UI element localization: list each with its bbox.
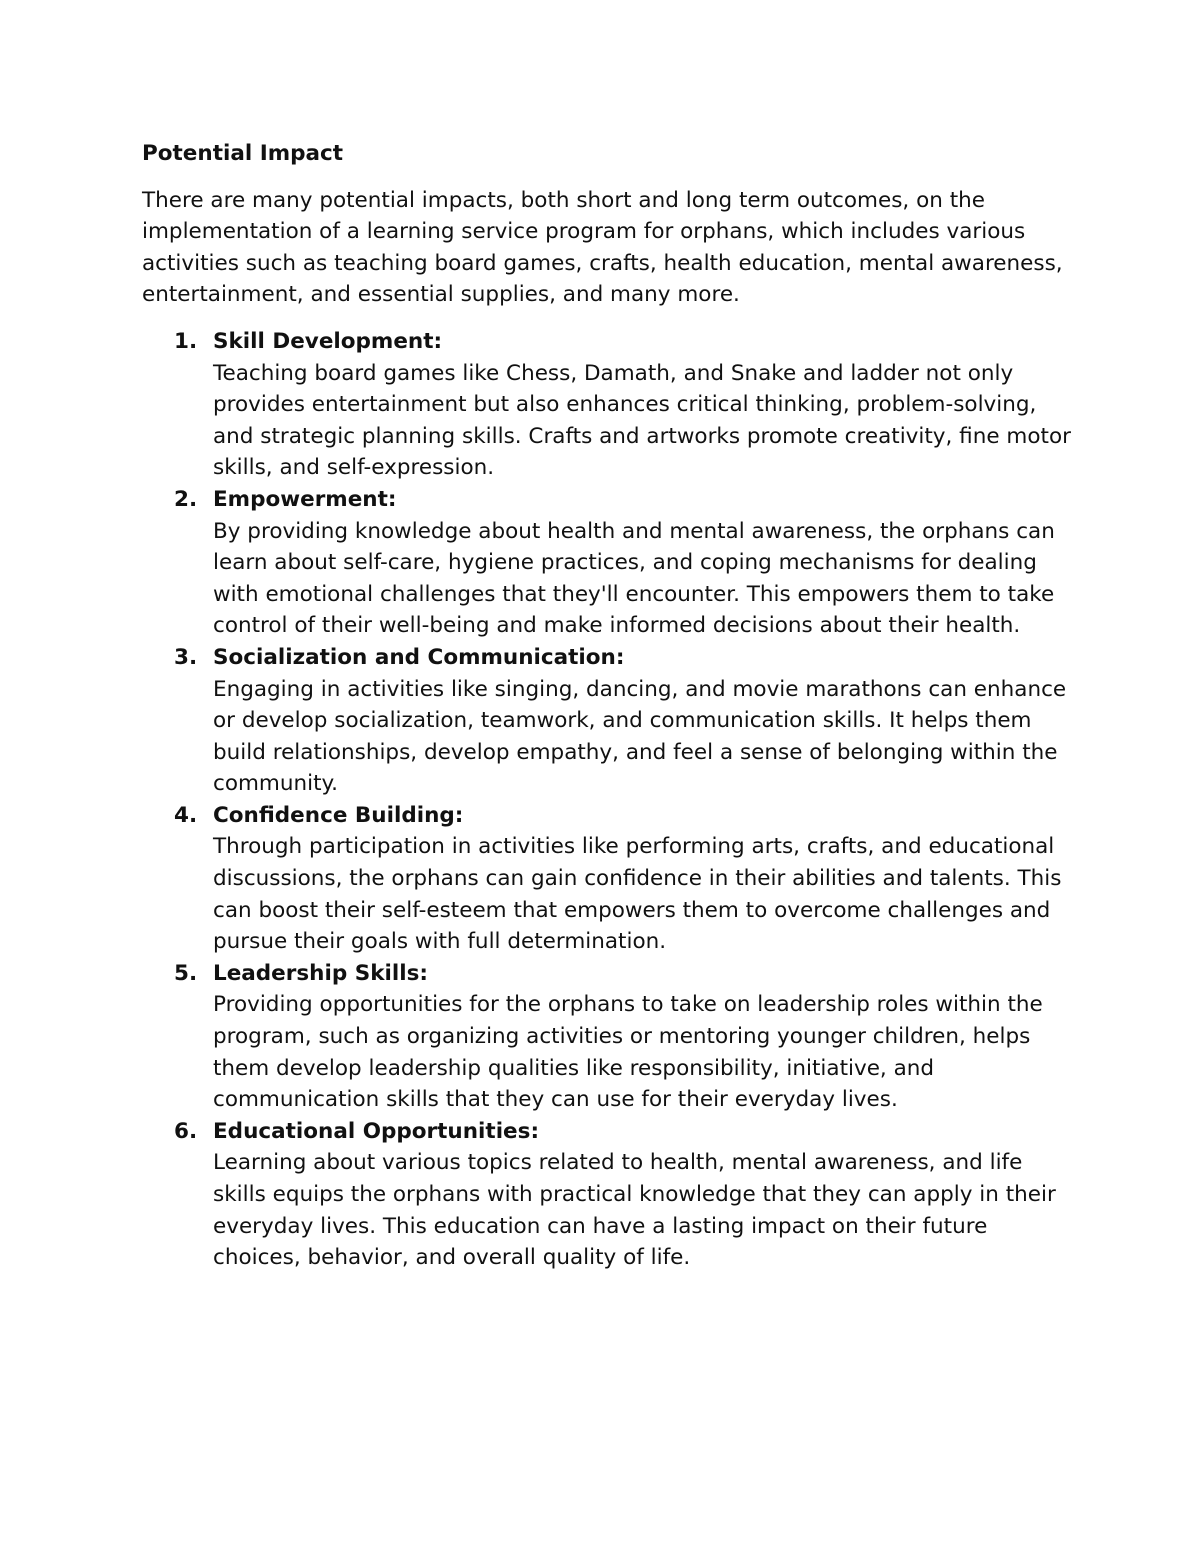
intro-paragraph: There are many potential impacts, both short and long term outcomes, on the implementation of a learning service program for orphans, which includes various activities such as teaching board games, crafts, health education, mental awareness, entertainment, and essential supplies, and many more. — [142, 187, 1063, 308]
list-item-body: Providing opportunities for the orphans to take on leadership roles within the program, such as organizing activities or mentoring younger children, helps them develop leadership qualities like responsibility, initiative, and communication skills that they can use for their everyday lives. — [213, 992, 1043, 1113]
list-item — [142, 958, 1072, 1116]
list-item-number: 4. — [174, 802, 198, 828]
list-item-number: 6. — [174, 1118, 198, 1144]
list-item-body: Through participation in activities like performing arts, crafts, and educational discussions, the orphans can gain confidence in their abilities and talents. This can boost their self-esteem that empowers them to overcome challenges and pursue their goals with full determination. — [213, 834, 1062, 955]
list-item-number: 3. — [174, 644, 198, 670]
list-item-heading: Confidence Building: — [213, 802, 464, 828]
list-item-number: 1. — [174, 328, 198, 354]
list-item-body: Engaging in activities like singing, dancing, and movie marathons can enhance or develop socialization, teamwork, and communication skills. It helps them build relationships, develop empathy, and feel a sense of belonging within the community. — [213, 676, 1067, 797]
list-item-heading: Educational Opportunities: — [213, 1118, 540, 1144]
list-item-heading: Leadership Skills: — [213, 960, 428, 986]
list-item-body: Teaching board games like Chess, Damath, and Snake and ladder not only provides entertainment but also enhances critical thinking, problem-solving, and strategic planning skills. Crafts and artworks promote creativity, fine motor skills, and self-expression. — [213, 360, 1071, 481]
list-item-number: 2. — [174, 486, 198, 512]
list-item-body: Learning about various topics related to health, mental awareness, and life skills equips the orphans with practical knowledge that they can apply in their everyday lives. This education can have a lasting impact on their future choices, behavior, and overall quality of life. — [213, 1150, 1056, 1271]
list-item — [142, 1116, 1072, 1274]
list-item-body: By providing knowledge about health and mental awareness, the orphans can learn about self-care, hygiene practices, and coping mechanisms for dealing with emotional challenges that they'll encounter. This empowers them to take control of their well-being and make informed decisions about their health. — [213, 518, 1055, 639]
list-item — [142, 642, 1072, 800]
list-item-number: 5. — [174, 960, 198, 986]
list-item-heading: Skill Development: — [213, 328, 443, 354]
document-page — [142, 138, 1072, 1274]
impact-list — [142, 326, 1072, 1274]
list-item — [142, 484, 1072, 642]
list-item-heading: Socialization and Communication: — [213, 644, 625, 670]
list-item-heading: Empowerment: — [213, 486, 397, 512]
list-item — [142, 326, 1072, 484]
document-title: Potential Impact — [142, 141, 344, 166]
list-item — [142, 800, 1072, 958]
